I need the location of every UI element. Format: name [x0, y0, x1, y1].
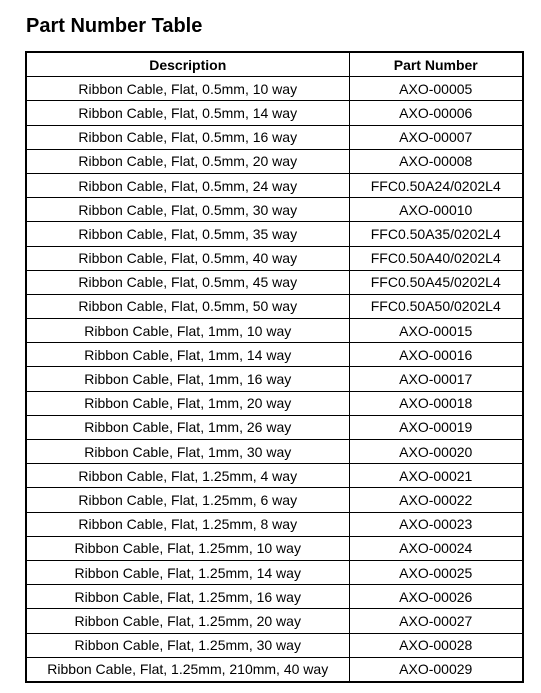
cell-part-number: FFC0.50A40/0202L4 — [349, 246, 523, 270]
cell-description: Ribbon Cable, Flat, 1mm, 16 way — [26, 367, 349, 391]
cell-description: Ribbon Cable, Flat, 0.5mm, 40 way — [26, 246, 349, 270]
cell-description: Ribbon Cable, Flat, 1mm, 30 way — [26, 440, 349, 464]
table-row — [26, 415, 523, 439]
cell-description: Ribbon Cable, Flat, 1mm, 14 way — [26, 343, 349, 367]
cell-part-number: FFC0.50A35/0202L4 — [349, 222, 523, 246]
table-row — [26, 657, 523, 682]
cell-part-number: AXO-00021 — [349, 464, 523, 488]
cell-description: Ribbon Cable, Flat, 0.5mm, 10 way — [26, 77, 349, 101]
cell-part-number: AXO-00020 — [349, 440, 523, 464]
cell-part-number: AXO-00023 — [349, 512, 523, 536]
cell-part-number: FFC0.50A50/0202L4 — [349, 294, 523, 318]
cell-description: Ribbon Cable, Flat, 1.25mm, 14 way — [26, 560, 349, 584]
cell-description: Ribbon Cable, Flat, 1.25mm, 16 way — [26, 585, 349, 609]
cell-description: Ribbon Cable, Flat, 0.5mm, 35 way — [26, 222, 349, 246]
cell-part-number: AXO-00018 — [349, 391, 523, 415]
cell-description: Ribbon Cable, Flat, 1mm, 20 way — [26, 391, 349, 415]
table-row — [26, 270, 523, 294]
table-row — [26, 343, 523, 367]
cell-description: Ribbon Cable, Flat, 1.25mm, 30 way — [26, 633, 349, 657]
cell-description: Ribbon Cable, Flat, 1.25mm, 210mm, 40 way — [26, 657, 349, 682]
table-row — [26, 391, 523, 415]
cell-description: Ribbon Cable, Flat, 0.5mm, 24 way — [26, 173, 349, 197]
cell-part-number: AXO-00010 — [349, 198, 523, 222]
table-row — [26, 464, 523, 488]
table-row — [26, 560, 523, 584]
table-row — [26, 609, 523, 633]
column-header-part-number: Part Number — [349, 52, 523, 77]
table-row — [26, 488, 523, 512]
table-row — [26, 319, 523, 343]
table-row — [26, 149, 523, 173]
cell-description: Ribbon Cable, Flat, 1.25mm, 6 way — [26, 488, 349, 512]
page-title: Part Number Table — [26, 15, 203, 37]
table-row — [26, 536, 523, 560]
table-row — [26, 198, 523, 222]
cell-part-number: AXO-00019 — [349, 415, 523, 439]
cell-part-number: AXO-00026 — [349, 585, 523, 609]
cell-part-number: AXO-00025 — [349, 560, 523, 584]
cell-part-number: AXO-00017 — [349, 367, 523, 391]
cell-part-number: AXO-00016 — [349, 343, 523, 367]
column-header-description: Description — [26, 52, 349, 77]
table-row — [26, 173, 523, 197]
table-row — [26, 125, 523, 149]
cell-description: Ribbon Cable, Flat, 1.25mm, 8 way — [26, 512, 349, 536]
cell-description: Ribbon Cable, Flat, 1mm, 26 way — [26, 415, 349, 439]
table-row — [26, 633, 523, 657]
cell-description: Ribbon Cable, Flat, 0.5mm, 45 way — [26, 270, 349, 294]
table-row — [26, 294, 523, 318]
table-row — [26, 367, 523, 391]
cell-part-number: AXO-00027 — [349, 609, 523, 633]
cell-part-number: AXO-00005 — [349, 77, 523, 101]
cell-part-number: AXO-00024 — [349, 536, 523, 560]
cell-description: Ribbon Cable, Flat, 1.25mm, 4 way — [26, 464, 349, 488]
cell-part-number: FFC0.50A24/0202L4 — [349, 173, 523, 197]
cell-part-number: AXO-00022 — [349, 488, 523, 512]
table-row — [26, 246, 523, 270]
cell-part-number: AXO-00015 — [349, 319, 523, 343]
part-number-table — [25, 51, 524, 683]
table-row — [26, 512, 523, 536]
table-row — [26, 585, 523, 609]
cell-description: Ribbon Cable, Flat, 0.5mm, 14 way — [26, 101, 349, 125]
cell-description: Ribbon Cable, Flat, 0.5mm, 50 way — [26, 294, 349, 318]
cell-description: Ribbon Cable, Flat, 1mm, 10 way — [26, 319, 349, 343]
table-row — [26, 440, 523, 464]
table-header-row — [26, 52, 523, 77]
table-row — [26, 77, 523, 101]
cell-part-number: AXO-00029 — [349, 657, 523, 682]
cell-description: Ribbon Cable, Flat, 0.5mm, 20 way — [26, 149, 349, 173]
cell-description: Ribbon Cable, Flat, 0.5mm, 16 way — [26, 125, 349, 149]
cell-description: Ribbon Cable, Flat, 0.5mm, 30 way — [26, 198, 349, 222]
cell-part-number: AXO-00006 — [349, 101, 523, 125]
cell-description: Ribbon Cable, Flat, 1.25mm, 20 way — [26, 609, 349, 633]
table-row — [26, 101, 523, 125]
cell-part-number: AXO-00028 — [349, 633, 523, 657]
cell-part-number: FFC0.50A45/0202L4 — [349, 270, 523, 294]
cell-description: Ribbon Cable, Flat, 1.25mm, 10 way — [26, 536, 349, 560]
cell-part-number: AXO-00008 — [349, 149, 523, 173]
table-body — [26, 77, 523, 682]
table-row — [26, 222, 523, 246]
cell-part-number: AXO-00007 — [349, 125, 523, 149]
